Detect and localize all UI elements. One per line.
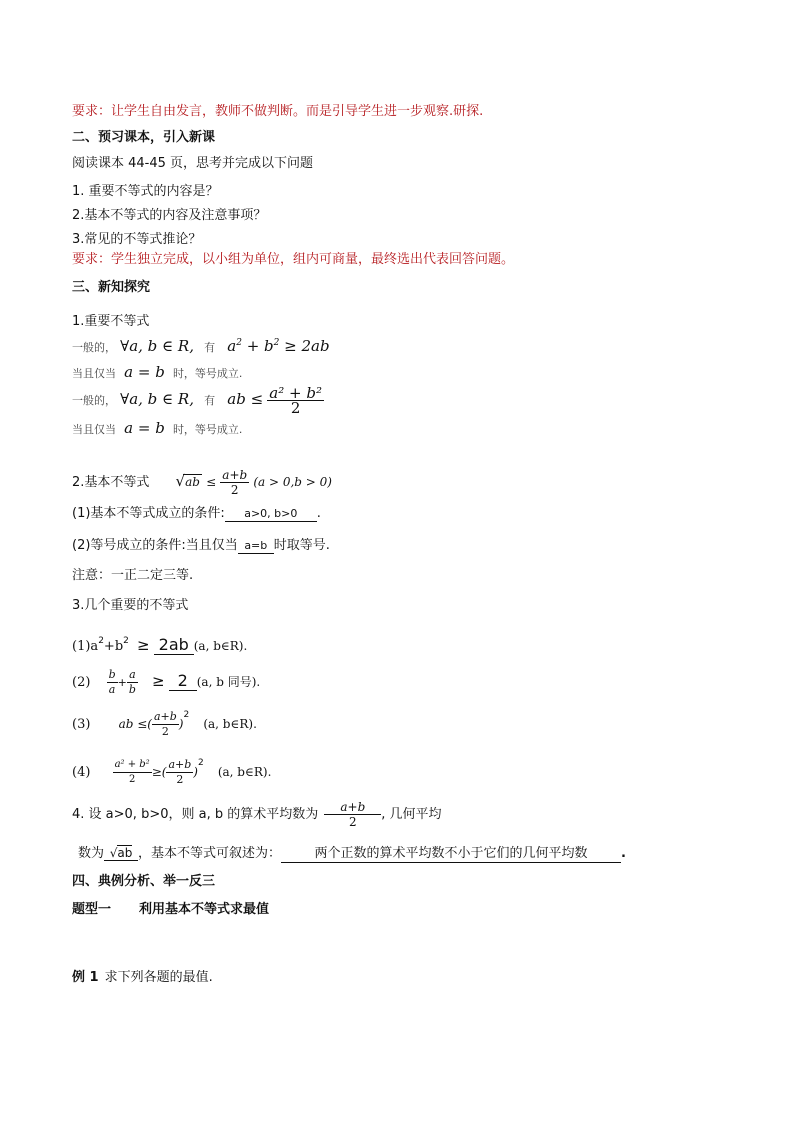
inequality-a2b2: $a^2 + b^2 \ge 2ab$ <box>227 337 330 355</box>
type-1-line: 题型一 利用基本不等式求最值 <box>72 902 270 917</box>
general-text: 一般的， <box>72 341 116 354</box>
subsection-2-title: 2.基本不等式 <box>72 475 150 490</box>
means-line: 4. 设 a>0, b>0，则 a, b 的算术平均数为 $\frac{a+b}{2}$ , 几何平均 <box>72 800 442 829</box>
subsection-3-title: 3.几个重要的不等式 <box>72 598 189 613</box>
question-3: 3.常见的不等式推论？ <box>72 232 202 247</box>
question-2: 2.基本不等式的内容及注意事项？ <box>72 208 267 223</box>
fraction-a-plus-b-over-2: $\frac{a+b}{2}$ <box>222 468 248 497</box>
item-1-blank: 2ab <box>154 636 194 655</box>
requirement-note-2: 要求：学生独立完成，以小组为单位，组内可商量，最终选出代表回答问题。 <box>72 252 515 267</box>
condition-2-line: (2)等号成立的条件:当且仅当 a=b 时取等号. <box>72 538 330 553</box>
geometric-mean-blank: √ab <box>104 846 138 861</box>
example-1-line: 例 1 求下列各题的最值. <box>72 970 213 985</box>
question-1: 1. 重要不等式的内容是？ <box>72 184 219 199</box>
sqrt-ab: √ab <box>175 472 200 490</box>
equality-condition-2: 当且仅当 a = b 时，等号成立. <box>72 419 243 437</box>
statement-blank: 两个正数的算术平均数不小于它们的几何平均数 <box>281 846 621 863</box>
inequality-item-4: (4) $\frac{\text{a² + b²}}{2}$ ≥( $\frac{a+b}{2}$ )$^2$ (a, b∈R). <box>72 758 272 786</box>
condition-1-line: (1)基本不等式成立的条件: a>0, b>0 . <box>72 506 321 521</box>
note-line: 注意：一正二定三等. <box>72 568 194 583</box>
condition-1-blank: a>0, b>0 <box>225 507 317 522</box>
you-text: 有 <box>204 341 216 354</box>
subsection-1-title: 1.重要不等式 <box>72 314 150 329</box>
inequality-item-2: (2) $\frac{b}{a}$ + $\frac{a}{b}$ ≥ 2 (a, b 同号). <box>72 668 261 696</box>
forall-expr: ∀a, b ∈ R, <box>120 337 194 355</box>
important-inequality-line <box>72 338 330 356</box>
condition-2-blank: a=b <box>238 539 274 554</box>
requirement-note-1: 要求：让学生自由发言，教师不做判断。而是引导学生进一步观察.研探. <box>72 104 484 119</box>
section-2-intro: 阅读课本 44-45 页，思考并完成以下问题 <box>72 156 314 171</box>
section-3-title: 三、新知探究 <box>72 280 151 295</box>
section-2-title: 二、预习课本，引入新课 <box>72 130 216 145</box>
arithmetic-mean-fraction: $\frac{a+b}{2}$ <box>324 800 381 829</box>
section-4-title: 四、典例分析、举一反三 <box>72 874 216 889</box>
product-inequality-line: 一般的， ∀a, b ∈ R, 有 ab ≤ $\frac{\text{a² + b²}}{2}$ <box>72 384 322 417</box>
basic-inequality-line: 2.基本不等式 √ab ≤ $\frac{a+b}{2}$ (a > 0,b > 0) <box>72 468 332 497</box>
inequality-item-1: $(1)a^2+b^2 \ge 2ab$ (a, b∈R). <box>72 635 248 654</box>
fraction-a2b2-over-2: $\frac{\text{a² + b²}}{2}$ <box>269 384 322 417</box>
inequality-item-3: (3) ab ≤( $\frac{a+b}{2}$ )$^2$ (a, b∈R). <box>72 710 257 738</box>
means-line-2: 数为 √ab ，基本不等式可叙述为： 两个正数的算术平均数不小于它们的几何平均数 . <box>78 846 626 861</box>
equality-condition-1: 当且仅当 a = b 时，等号成立. <box>72 363 243 381</box>
item-2-blank: 2 <box>169 672 197 691</box>
